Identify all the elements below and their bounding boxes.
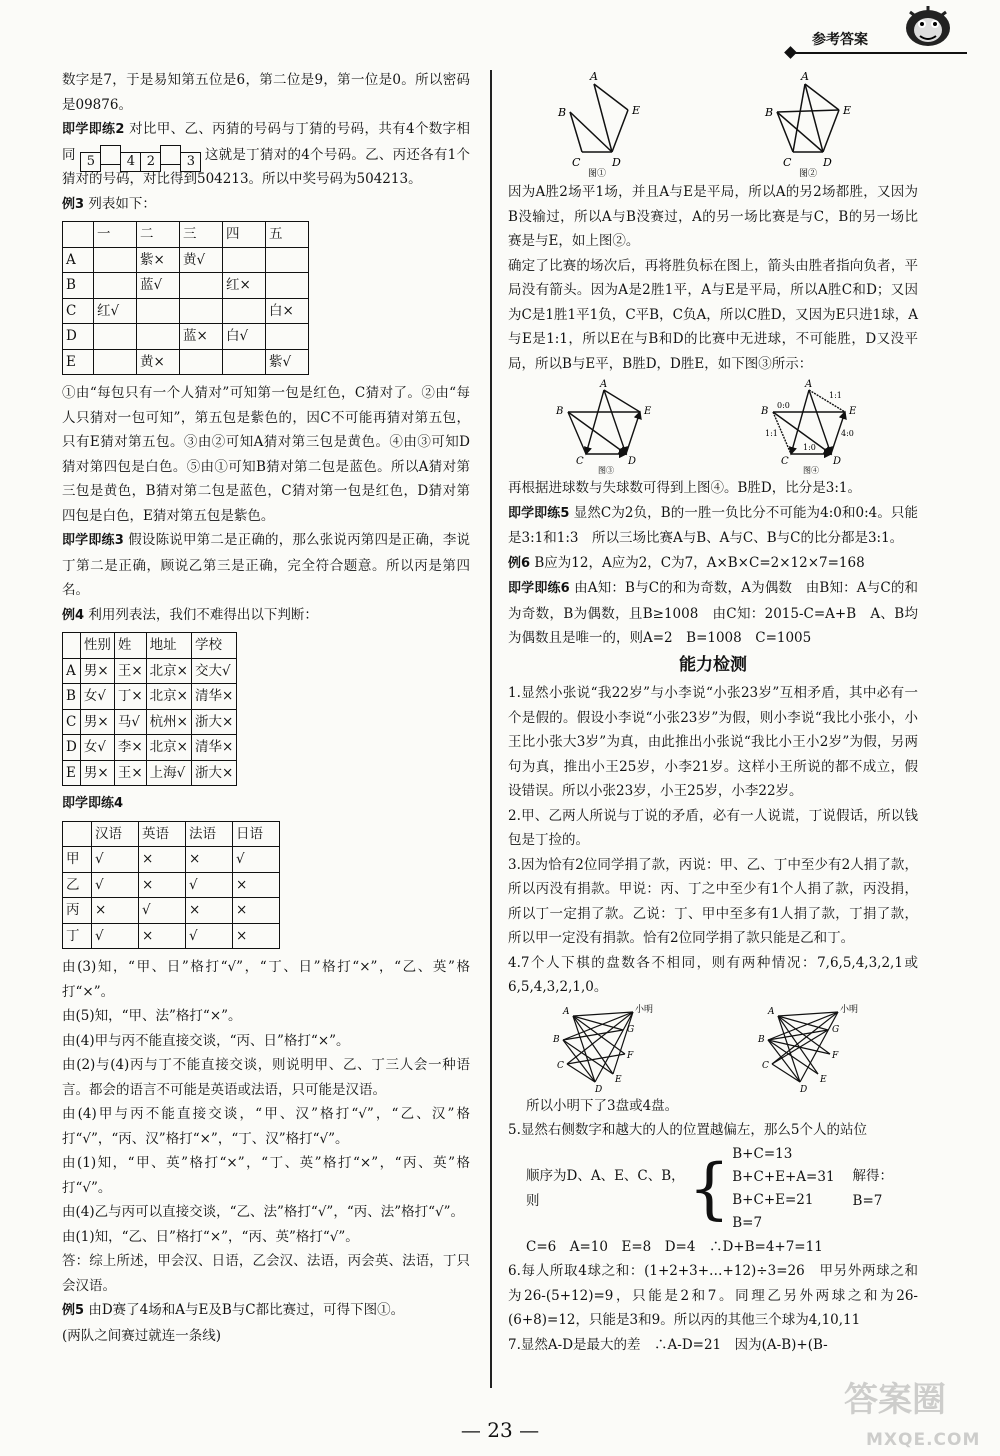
node-label: E (819, 1074, 827, 1085)
node-label: D (832, 456, 841, 467)
table-header-row (63, 633, 237, 659)
table-cell: 浙大× (191, 709, 236, 735)
table-row (63, 760, 237, 786)
equation: B+C+E+A=31 (732, 1168, 835, 1185)
table-row (63, 298, 309, 324)
table-cell: 交大√ (191, 658, 236, 684)
table-cell (94, 273, 137, 299)
figure-caption: 图③ (597, 466, 614, 474)
table-cell (94, 349, 137, 375)
practice-6-text: 由A知：B与C的和为奇数，A为偶数 由B知：A与C的和为奇数，B为偶数，且B≥1008 由C知：2015-C=A+B A、B均为偶数且是唯一的，则A=2 B=1008 C=1005 (508, 580, 919, 646)
practice-2-label: 即学即练2 (62, 122, 125, 137)
node-label: 小明 (634, 1004, 653, 1015)
node-label: F (626, 1050, 633, 1061)
example-4-table (62, 632, 237, 786)
example-3-table (62, 221, 309, 375)
node-label: C (556, 1060, 564, 1071)
equation: B+C+E=21 (732, 1191, 814, 1208)
table-cell: 女√ (80, 684, 114, 710)
header-rule (792, 52, 967, 54)
table-row (63, 872, 280, 898)
right-para-2: 确定了比赛的场次后，再将胜负标在图上，箭头由胜者指向负者，平局没有箭头。因为A是2胜1平，A与E是平局，所以A胜C和D；又因为C是1胜1平1负，C平B，C负A，所以C胜D，又因为E只进1球，A与E是1:1，所以E在与B和D的比赛中无进球，不可能胜，D又没平局，所以B与E平，B胜D，D胜E，如下图③所示： (508, 257, 918, 372)
watermark-url: MXQE.COM (866, 1430, 981, 1450)
score-label: 4:0 (840, 429, 854, 438)
table-cell: 四 (223, 222, 266, 248)
column-divider (490, 70, 492, 1388)
table-cell (94, 324, 137, 350)
table-cell: 黄× (137, 349, 180, 375)
node-label: B (555, 406, 563, 417)
node-label: D (799, 1084, 807, 1092)
node-label: D (627, 456, 636, 467)
table-cell: 汉语 (92, 821, 139, 847)
table-cell: √ (186, 923, 233, 949)
figures-1-2 (508, 70, 918, 178)
table-cell: B (63, 684, 81, 710)
digit-box: 4 (120, 152, 141, 172)
question-4-graph-b (756, 1002, 876, 1092)
node-label: C (575, 456, 584, 467)
table-cell: 清华× (191, 684, 236, 710)
question-6: 6.每人所取4球之和：(1+2+3+…+12)÷3=26 甲另外两球之和为26-(5+12)=9，只能是2和7。同理乙另外两球之和为26-(6+8)=12，只能是3和9。所以丙的其他三个球为4,10,11 (508, 1263, 918, 1328)
table-header-row (63, 222, 309, 248)
reasoning-line: 由(1)知，“甲、英”格打“×”，“丁、英”格打“×”，“丙、英”格打“√”。 (62, 1155, 470, 1196)
equation-list (732, 1143, 834, 1235)
table-cell: 上海√ (146, 760, 191, 786)
node-label: E (643, 406, 651, 417)
practice-5 (508, 501, 918, 551)
table-cell: √ (233, 847, 280, 873)
question-5-solve: 解得：B=7 (852, 1168, 894, 1209)
question-5-system (508, 1143, 918, 1235)
reasoning-line: 由(5)知，“甲、法”格打“×”。 (62, 1008, 242, 1024)
practice-3-label: 即学即练3 (62, 533, 124, 548)
table-cell (223, 349, 266, 375)
table-row (63, 324, 309, 350)
table-cell (137, 298, 180, 324)
table-cell: D (63, 735, 81, 761)
example-5-label: 例5 (62, 1303, 85, 1318)
example-3 (62, 192, 470, 218)
reasoning-line: 由(4)甲与丙不能直接交谈，“丙、日”格打“×”。 (62, 1032, 350, 1049)
practice-5-label: 即学即练5 (508, 505, 570, 521)
right-para-3: 再根据进球数与失球数可得到上图④。B胜D，比分是3:1。 (508, 480, 861, 496)
table-cell: 男× (80, 709, 114, 735)
table-cell (63, 222, 94, 248)
table-cell: × (186, 847, 233, 873)
table-cell: B (63, 273, 94, 299)
example-3-text: 列表如下： (88, 195, 156, 212)
table-cell: 男× (80, 760, 114, 786)
table-cell: 一 (94, 222, 137, 248)
mascot-icon (898, 2, 960, 50)
table-cell (223, 298, 266, 324)
figure-caption: 图② (798, 169, 817, 178)
table-cell: √ (186, 872, 233, 898)
figures-3-4 (508, 378, 918, 474)
node-label: C (571, 156, 580, 169)
practice-5-text: 显然C为2负，B的一胜一负比分不可能为4:0和0:4。只能是3:1和1:3 所以三场比赛A与B、A与C、B与C的比分都是3:1。 (508, 504, 918, 546)
table-cell: × (139, 847, 186, 873)
table-header-row (63, 821, 280, 847)
table-cell: 地址 (146, 633, 191, 659)
table-cell: 法语 (186, 821, 233, 847)
equation: B+C=13 (732, 1145, 793, 1162)
table-cell: 李× (114, 735, 146, 761)
digit-box (160, 145, 181, 165)
table-cell (180, 298, 223, 324)
table-cell (63, 633, 81, 659)
node-label: A (800, 70, 809, 83)
table-cell: × (139, 923, 186, 949)
table-cell: 姓 (114, 633, 146, 659)
figure-2 (761, 70, 871, 178)
table-cell: 三 (180, 222, 223, 248)
table-cell: 男× (80, 658, 114, 684)
node-label: E (631, 104, 640, 117)
watermark-text: 答案圈 (844, 1380, 946, 1420)
table-cell: 英语 (139, 821, 186, 847)
reasoning-line: 由(1)知，“乙、日”格打“×”，“丙、英”格打“√”。 (62, 1228, 359, 1245)
practice-2-text-a: 对比甲、乙、丙猜的号码与丁猜的号码，共有4个数字相同 (62, 121, 470, 163)
figure-1 (556, 70, 666, 178)
question-7: 7.显然A-D是最大的差 ∴A-D=21 因为(A-B)+(B- (508, 1336, 828, 1353)
table-cell: 紫√ (266, 349, 309, 375)
table-cell (94, 247, 137, 273)
table-row (63, 658, 237, 684)
table-cell: × (92, 898, 139, 924)
table-cell: 性别 (80, 633, 114, 659)
example-4-label: 例4 (62, 607, 85, 623)
question-1: 1.显然小张说“我22岁”与小李说“小张23岁”互相矛盾，其中必有一个是假的。假设小李说“小张23岁”为假，则小李说“我比小张小，小王比小张大3岁”为真，由此推出小张说“我比小王小2岁”为假，另两句为真，推出小王25岁，小李21岁。这样小王所说的都不成立，假设错误。所以小张23岁，小王25岁，小李22岁。 (508, 685, 918, 799)
question-2: 2.甲、乙两人所说与丁说的矛盾，必有一人说谎，丁说假话，所以钱包是丁捡的。 (508, 807, 918, 848)
table-cell: 甲 (63, 847, 92, 873)
table-cell (180, 349, 223, 375)
digit-boxes (80, 145, 200, 169)
node-label: B (764, 106, 773, 119)
table-cell: 王× (114, 760, 146, 786)
table-cell (63, 821, 92, 847)
node-label: B (757, 1034, 765, 1045)
example-3-label: 例3 (62, 196, 85, 212)
table-cell: 红× (223, 273, 266, 299)
practice-2 (62, 117, 470, 192)
table-cell: 紫× (137, 247, 180, 273)
question-3: 3.因为恰有2位同学捐了款，丙说：甲、乙、丁中至少有2人捐了款，所以丙没有捐款。甲说：丙、丁之中至少有1个人捐了款，丙没捐，所以丁一定捐了款。乙说：丁、甲中至多有1人捐了款，丁捐了款，所以甲一定没有捐款。恰有2位同学捐了款只能是乙和丁。 (508, 856, 918, 946)
table-cell: √ (139, 898, 186, 924)
score-label: 1:1 (764, 429, 778, 438)
table-cell: E (63, 760, 81, 786)
table-cell: 丁× (114, 684, 146, 710)
table-cell: × (186, 898, 233, 924)
table-cell (137, 324, 180, 350)
table-cell: 清华× (191, 735, 236, 761)
left-para-1: 数字是7，于是易知第五位是6，第二位是9，第一位是0。所以密码是09876。 (62, 72, 470, 113)
node-label: D (594, 1084, 602, 1092)
digit-box: 2 (140, 152, 161, 172)
table-cell: 白× (266, 298, 309, 324)
table-cell (180, 273, 223, 299)
question-4-end: 所以小明下了3盘或4盘。 (526, 1097, 679, 1114)
table-cell: √ (92, 923, 139, 949)
table-cell: 蓝√ (137, 273, 180, 299)
node-label: 小明 (839, 1004, 858, 1015)
example-3-reasoning: ①由“每包只有一个人猜对”可知第一包是红色，C猜对了。②由“每人只猜对一包可知”，第五包是紫色的，因C不可能再猜对第五包，只有E猜对第五包。③由②可知A猜对第三包是黄色。④由③可知D猜对第四包是白色。⑤由①可知B猜对第二包是蓝色。所以A猜对第三包是黄色，B猜对第二包是蓝色，C猜对第一包是红色，D猜对第四包是白色，E猜对第五包是紫色。 (62, 385, 470, 524)
table-row (63, 684, 237, 710)
equation: B=7 (732, 1214, 763, 1231)
table-cell: 马√ (114, 709, 146, 735)
table-cell: 二 (137, 222, 180, 248)
node-label: A (589, 70, 598, 83)
brace-symbol: { (688, 1149, 731, 1227)
node-label: B (552, 1034, 560, 1045)
node-label: B (557, 106, 566, 119)
table-cell: 白√ (223, 324, 266, 350)
table-cell: 杭州× (146, 709, 191, 735)
table-cell (266, 247, 309, 273)
table-cell (266, 273, 309, 299)
example-6-label: 例6 (508, 555, 531, 571)
practice-6 (508, 576, 918, 651)
question-5-prefix: 顺序为D、A、E、C、B，则 (526, 1168, 685, 1209)
figure-4 (751, 378, 881, 474)
table-cell: 北京× (146, 684, 191, 710)
table-cell: 黄√ (180, 247, 223, 273)
table-cell: 女√ (80, 735, 114, 761)
table-row (63, 709, 237, 735)
table-row (63, 273, 309, 299)
table-cell: × (233, 898, 280, 924)
table-cell: 五 (266, 222, 309, 248)
node-label: C (780, 456, 789, 467)
example-5-text: 由D赛了4场和A与E及B与C都比赛过，可得下图①。 (88, 1302, 405, 1318)
question-4-figures (508, 1002, 918, 1092)
right-column (508, 68, 918, 1357)
table-row (63, 247, 309, 273)
reasoning-line: 由(4)甲与丙不能直接交谈，“甲、汉”格打“√”，“乙、汉”格打“√”，“丙、汉”格打“×”，“丁、汉”格打“√”。 (62, 1106, 470, 1147)
score-label: 0:0 (776, 401, 790, 410)
table-cell (266, 324, 309, 350)
node-label: D (822, 156, 832, 169)
table-row (63, 923, 280, 949)
table-row (63, 898, 280, 924)
node-label: G (831, 1024, 839, 1035)
table-row (63, 735, 237, 761)
table-cell: 丁 (63, 923, 92, 949)
example-6 (508, 551, 918, 577)
reasoning-line: 由(2)与(4)丙与丁不能直接交谈，则说明甲、乙、丁三人会一种语言。都会的语言不可能是英语或法语，只可能是汉语。 (62, 1057, 470, 1098)
node-label: A (562, 1006, 569, 1017)
table-cell: A (63, 247, 94, 273)
table-cell: × (233, 923, 280, 949)
table-cell: × (233, 872, 280, 898)
practice-6-label: 即学即练6 (508, 581, 570, 596)
section-title: 能力检测 (679, 654, 747, 675)
table-cell: 蓝× (180, 324, 223, 350)
reasoning-line: 由(3)知，“甲、日”格打“√”，“丁、日”格打“×”，“乙、英”格打“×”。 (62, 959, 470, 1000)
table-cell (223, 247, 266, 273)
question-5-end: C=6 A=10 E=8 D=4 ∴D+B=4+7=11 (526, 1238, 823, 1255)
digit-box: 3 (180, 152, 201, 172)
node-label: F (831, 1050, 838, 1061)
figure-caption: 图① (587, 169, 606, 178)
table-cell: 丙 (63, 898, 92, 924)
score-label: 1:1 (828, 391, 842, 400)
question-5: 5.显然右侧数字和越大的人的位置越偏左，那么5个人的站位 (508, 1122, 867, 1138)
table-cell: 学校 (191, 633, 236, 659)
practice-3 (62, 528, 470, 603)
practice-4-label: 即学即练4 (62, 796, 124, 811)
node-label: G (626, 1024, 634, 1035)
figure-3 (546, 378, 676, 474)
reasoning-line: 由(4)乙与丙可以直接交谈，“乙、法”格打“√”，“丙、法”格打“√”。 (62, 1204, 465, 1220)
node-label: C (782, 156, 791, 169)
figure-caption: 图④ (802, 466, 819, 474)
node-label: A (804, 379, 812, 390)
table-cell: 王× (114, 658, 146, 684)
table-cell: 红√ (94, 298, 137, 324)
table-cell: 日语 (233, 821, 280, 847)
table-cell: A (63, 658, 81, 684)
practice-3-text: 假设陈说甲第二是正确的，那么张说丙第四是正确，李说丁第二是正确，顾说乙第三是正确，完全符合题意。所以丙是第四名。 (62, 532, 471, 598)
practice-2-text-b: 这就是丁猜对的4个号码。乙、丙还各有1个猜对的号码，对比得到504213。所以中奖号码为504213。 (62, 146, 471, 187)
node-label: A (767, 1006, 774, 1017)
example-4-text: 利用列表法，我们不难得出以下判断： (88, 606, 318, 623)
right-para-1: 因为A胜2场平1场，并且A与E是平局，所以A的另2场都胜，又因为B没输过，所以A与B没赛过，A的另一场比赛是与C，B的另一场比赛是与E，如上图②。 (508, 184, 918, 249)
question-4: 4.7个人下棋的盘数各不相同，则有两种情况：7,6,5,4,3,2,1或6,5,4,3,2,1,0。 (508, 954, 918, 995)
table-cell: 浙大× (191, 760, 236, 786)
question-4-graph-a (551, 1002, 671, 1092)
example-6-text: B应为12，A应为2，C为7，A×B×C=2×12×7=168 (534, 554, 865, 571)
digit-box (100, 145, 121, 165)
watermark-logo (826, 1380, 996, 1452)
example-5-note: (两队之间赛过就连一条线) (62, 1327, 222, 1344)
table-cell: C (63, 298, 94, 324)
table-row (63, 847, 280, 873)
score-label: 1:0 (802, 443, 816, 452)
node-label: E (614, 1074, 622, 1085)
practice-4-table (62, 821, 280, 950)
node-label: E (848, 406, 856, 417)
table-cell: 北京× (146, 735, 191, 761)
digit-box: 5 (80, 152, 101, 172)
page-number: — 23 — (460, 1418, 540, 1442)
table-cell: √ (92, 847, 139, 873)
header-title: 参考答案 (812, 32, 868, 48)
node-label: D (611, 156, 621, 169)
reasoning-line: 答：综上所述，甲会汉、日语，乙会汉、法语，丙会英、法语，丁只会汉语。 (62, 1253, 470, 1294)
table-cell: D (63, 324, 94, 350)
node-label: E (842, 104, 851, 117)
table-cell: E (63, 349, 94, 375)
example-5 (62, 1298, 470, 1324)
table-cell: C (63, 709, 81, 735)
example-4 (62, 603, 470, 629)
node-label: B (760, 406, 768, 417)
table-cell: 乙 (63, 872, 92, 898)
left-column (62, 68, 470, 1348)
table-cell: 北京× (146, 658, 191, 684)
table-cell: × (139, 872, 186, 898)
table-cell: √ (92, 872, 139, 898)
table-row (63, 349, 309, 375)
node-label: A (599, 379, 607, 390)
node-label: C (761, 1060, 769, 1071)
